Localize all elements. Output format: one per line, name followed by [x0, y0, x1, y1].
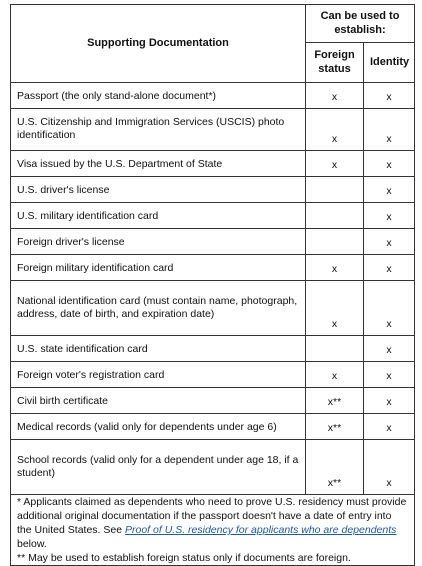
foreign-status-mark: [306, 229, 364, 255]
footnote-single-star: [17, 496, 406, 550]
identity-mark: x: [364, 362, 415, 388]
row-label: Foreign driver's license: [11, 229, 306, 255]
row-label: School records (valid only for a dependent under age 18, if a student): [11, 440, 306, 495]
footnote-row: [11, 495, 415, 566]
identity-mark: x: [364, 336, 415, 362]
foreign-status-mark: x: [306, 281, 364, 336]
foreign-status-mark: x: [306, 83, 364, 109]
identity-mark: x: [364, 388, 415, 414]
row-label: Foreign voter's registration card: [11, 362, 306, 388]
row-label: U.S. driver's license: [11, 177, 306, 203]
foreign-status-mark: x**: [306, 440, 364, 495]
table-row: [11, 109, 415, 151]
row-label: National identification card (must contain name, photograph, address, date of birth, and expiration date): [11, 281, 306, 336]
foreign-status-mark: x: [306, 151, 364, 177]
supporting-documentation-table: [10, 4, 415, 566]
identity-mark: x: [364, 229, 415, 255]
identity-mark: x: [364, 83, 415, 109]
foreign-status-mark: [306, 203, 364, 229]
foreign-status-mark: x: [306, 255, 364, 281]
row-label: Civil birth certificate: [11, 388, 306, 414]
table-row: [11, 388, 415, 414]
header-supporting-documentation: Supporting Documentation: [11, 5, 306, 83]
identity-mark: x: [364, 151, 415, 177]
footnotes: [11, 495, 415, 566]
identity-mark: x: [364, 109, 415, 151]
table-row: [11, 255, 415, 281]
table-row: [11, 362, 415, 388]
foreign-status-mark: [306, 177, 364, 203]
row-label: Foreign military identification card: [11, 255, 306, 281]
row-label: Visa issued by the U.S. Department of State: [11, 151, 306, 177]
header-identity: Identity: [364, 42, 415, 82]
identity-mark: x: [364, 255, 415, 281]
row-label: Medical records (valid only for dependents under age 6): [11, 414, 306, 440]
foreign-status-mark: x**: [306, 388, 364, 414]
row-label: U.S. Citizenship and Immigration Services (USCIS) photo identification: [11, 109, 306, 151]
table-row: [11, 281, 415, 336]
row-label: U.S. military identification card: [11, 203, 306, 229]
identity-mark: x: [364, 440, 415, 495]
table-row: [11, 151, 415, 177]
foreign-status-mark: x**: [306, 414, 364, 440]
foreign-status-mark: x: [306, 109, 364, 151]
table-row: [11, 203, 415, 229]
table-row: [11, 440, 415, 495]
identity-mark: x: [364, 203, 415, 229]
identity-mark: x: [364, 177, 415, 203]
table-row: [11, 336, 415, 362]
footnote-star-text: * Applicants claimed as dependents who need to prove U.S. residency must provide additional original documentation if the passport doesn't have a date of entry into the United States. See: [17, 496, 407, 536]
row-label: Passport (the only stand-alone document*): [11, 83, 306, 109]
proof-of-residency-link[interactable]: Proof of U.S. residency for applicants who are dependents: [125, 524, 397, 536]
identity-mark: x: [364, 414, 415, 440]
table-row: [11, 177, 415, 203]
foreign-status-mark: x: [306, 362, 364, 388]
row-label: U.S. state identification card: [11, 336, 306, 362]
table-row: [11, 229, 415, 255]
footnote-after-link: below.: [17, 538, 47, 550]
table-row: [11, 83, 415, 109]
header-foreign-status: Foreign status: [306, 42, 364, 82]
identity-mark: x: [364, 281, 415, 336]
footnote-double-star: ** May be used to establish foreign status only if documents are foreign.: [17, 552, 351, 564]
table-row: [11, 414, 415, 440]
foreign-status-mark: [306, 336, 364, 362]
header-can-be-used: Can be used to establish:: [306, 5, 415, 43]
